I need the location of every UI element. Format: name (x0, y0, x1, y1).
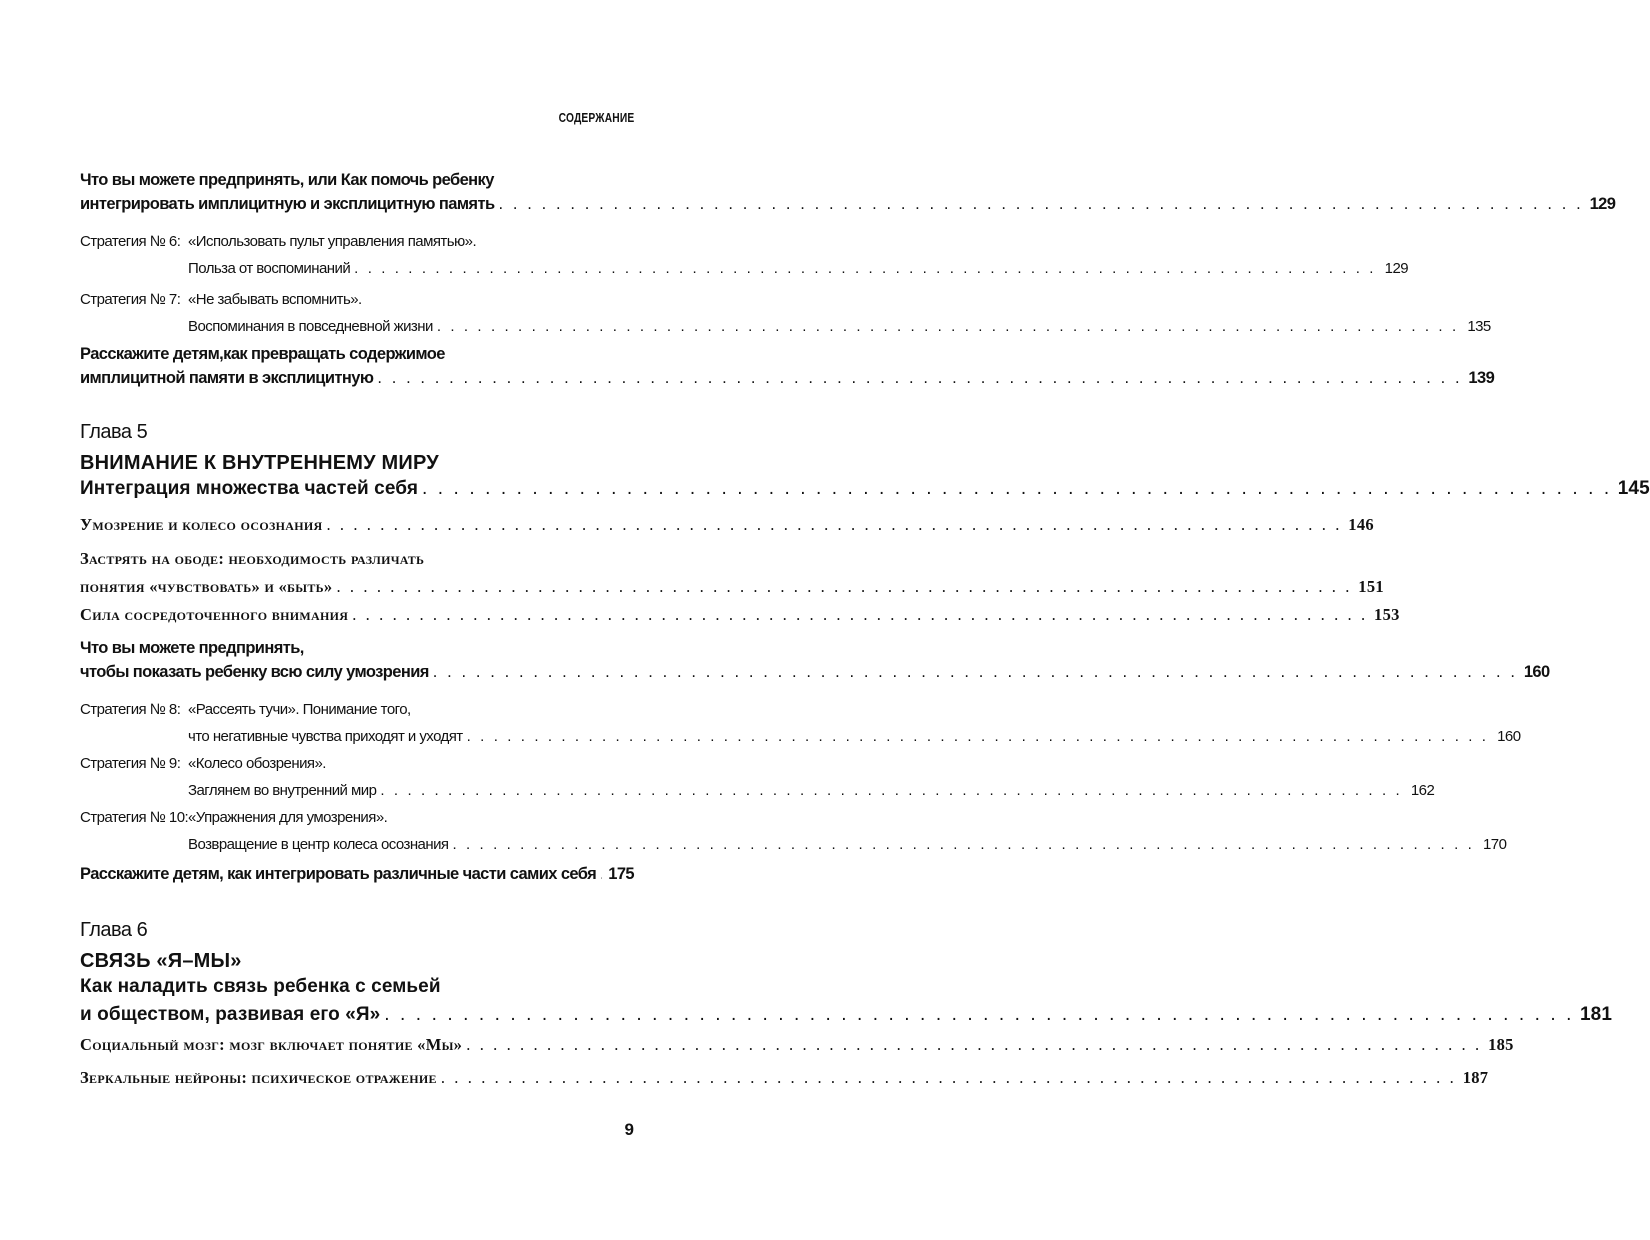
toc-entry[interactable] (80, 342, 1495, 390)
entry-text: Расскажите детям, как интегрировать различные части самих себя (80, 865, 597, 883)
entry-text: Сила сосредоточенного внимания (80, 605, 349, 624)
entry-text: Что вы можете предпринять, или Как помочь ребенку (80, 171, 494, 189)
page-ref: 160 (1497, 728, 1521, 745)
toc-entry-strategy[interactable] (80, 286, 1491, 340)
strategy-label: Стратегия № 10: (80, 809, 189, 826)
chapter-label: Глава 5 (80, 421, 148, 443)
dot-leader: . . . . . . . . . . . . . . . . . . . . . . . . . . . . . . . . . . . . . . . . . . . . . . . . . . . . . . . . . . . . . . . . . . . . . . . . . . . . (466, 728, 1489, 745)
toc-entry[interactable] (80, 168, 1616, 216)
dot-leader (600, 862, 602, 886)
chapter-heading[interactable] (80, 919, 1613, 1029)
dot-leader: . . . . . . . . . . . . . . . . . . . . . . . . . . . . . . . . . . . . . . . . . . . . . . . . . . . . . . . . . . . . . . . . . . . . . . . . . . . . (380, 782, 1403, 799)
page-ref: 170 (1482, 836, 1507, 853)
chapter-subtitle: Интеграция множества частей себя (80, 478, 419, 499)
entry-text: Застрять на ободе: необходимость различать (80, 549, 425, 568)
page-ref: 185 (1488, 1035, 1514, 1054)
page-ref: 129 (1384, 260, 1409, 277)
page-ref: 135 (1467, 318, 1491, 335)
entry-text: что негативные чувства приходят и уходят (188, 728, 463, 745)
dot-leader: . . . . . . . . . . . . . . . . . . . . . . . . . . . . . . . . . . . . . . . . . . . . . . . . . . . . . . . . . . . . . . . . . . . . . . . . . . . . (377, 369, 1463, 387)
dot-leader: . . . . . . . . . . . . . . . . . . . . . . . . . . . . . . . . . . . . . . . . . . . . . . . . . . . . . . . . . . . . . . . . . . . . . . . . . . . . (440, 1068, 1457, 1087)
page-ref: 145 (1617, 478, 1650, 499)
toc-entry-strategy[interactable] (80, 228, 1409, 282)
page-ref: 160 (1523, 663, 1550, 681)
chapter-label: Глава 6 (80, 919, 148, 941)
strategy-label: Стратегия № 8: (80, 701, 181, 718)
entry-text: понятия «чувствовать» и «быть» (80, 577, 333, 596)
entry-text: Социальный мозг: мозг включает понятие «Мы» (80, 1035, 463, 1054)
entry-text: «Не забывать вспомнить». (188, 291, 362, 308)
chapter-title: ВНИМАНИЕ К ВНУТРЕННЕМУ МИРУ (80, 452, 439, 474)
page-ref: 139 (1468, 369, 1495, 387)
strategy-label: Стратегия № 9: (80, 755, 181, 772)
page-ref: 146 (1348, 515, 1374, 534)
dot-leader: . . . . . . . . . . . . . . . . . . . . . . . . . . . . . . . . . . . . . . . . . . . . . . . . . . . . . . . . . . . . . . . . . . . . . . . . . . . . (466, 1035, 1482, 1054)
dot-leader: . . . . . . . . . . . . . . . . . . . . . . . . . . . . . . . . . . . . . . . . . . . . . . . . . . . . . . . . . . . . . . . . . . . . . . . . . . . . (384, 1004, 1574, 1025)
entry-text: Умозрение и колесо осознания (80, 515, 323, 534)
page-ref: 162 (1410, 782, 1435, 799)
entry-text: «Колесо обозрения». (188, 755, 326, 772)
dot-leader: . . . . . . . . . . . . . . . . . . . . . . . . . . . . . . . . . . . . . . . . . . . . . . . . . . . . . . . . . . . . . . . . . . . . . . . . . . . . (352, 605, 1368, 624)
entry-text: Воспоминания в повседневной жизни (188, 318, 433, 335)
toc-entry[interactable] (80, 862, 634, 886)
strategy-label: Стратегия № 7: (80, 291, 181, 308)
entry-text: чтобы показать ребенку всю силу умозрения (80, 663, 429, 681)
page-ref: 175 (608, 865, 634, 883)
entry-text: Зеркальные нейроны: психическое отражение (80, 1068, 437, 1087)
toc-entry-strategy[interactable] (80, 804, 1507, 858)
chapter-heading[interactable] (80, 421, 1650, 503)
entry-text: интегрировать имплицитную и эксплицитную память (80, 195, 495, 213)
entry-text: «Рассеять тучи». Понимание того, (188, 701, 411, 718)
toc-entry[interactable] (80, 511, 1374, 539)
running-head: СОДЕРЖАНИЕ (558, 111, 634, 125)
entry-text: Возвращение в центр колеса осознания (188, 836, 449, 853)
page-ref: 151 (1358, 577, 1384, 596)
dot-leader: . . . . . . . . . . . . . . . . . . . . . . . . . . . . . . . . . . . . . . . . . . . . . . . . . . . . . . . . . . . . . . . . . . . . . . . . . . . . (336, 577, 1352, 596)
entry-text: имплицитной памяти в эксплицитную (80, 369, 374, 387)
chapter-subtitle: Как наладить связь ребенка с семьей (80, 976, 441, 997)
entry-text: «Упражнения для умозрения». (188, 809, 388, 826)
entry-text: Заглянем во внутренний мир (188, 782, 377, 799)
entry-text: Польза от воспоминаний (188, 260, 351, 277)
toc-entry-strategy[interactable] (80, 696, 1521, 750)
page-ref: 187 (1462, 1068, 1489, 1087)
page-ref: 181 (1580, 1004, 1613, 1025)
dot-leader: . . . . . . . . . . . . . . . . . . . . . . . . . . . . . . . . . . . . . . . . . . . . . . . . . . . . . . . . . . . . . . . . . . . . . . . . . . . . (326, 515, 1342, 534)
page-ref: 153 (1374, 605, 1400, 624)
page-ref: 129 (1589, 195, 1616, 213)
toc-entry[interactable] (80, 601, 1400, 629)
entry-text: «Использовать пульт управления памятью». (188, 233, 477, 250)
strategy-label: Стратегия № 6: (80, 233, 181, 250)
toc-entry[interactable] (80, 545, 1384, 601)
dot-leader: . . . . . . . . . . . . . . . . . . . . . . . . . . . . . . . . . . . . . . . . . . . . . . . . . . . . . . . . . . . . . . . . . . . . . . . . . . . . (452, 836, 1475, 853)
dot-leader: . . . . . . . . . . . . . . . . . . . . . . . . . . . . . . . . . . . . . . . . . . . . . . . . . . . . . . . . . . . . . . . . . . . . . . . . . . . . (498, 195, 1584, 213)
toc-entry[interactable] (80, 1031, 1514, 1059)
toc-entry[interactable] (80, 636, 1550, 684)
dot-leader: . . . . . . . . . . . . . . . . . . . . . . . . . . . . . . . . . . . . . . . . . . . . . . . . . . . . . . . . . . . . . . . . . . . . . . . . . . . . (354, 260, 1377, 277)
page-number: 9 (624, 1120, 634, 1139)
toc-entry-strategy[interactable] (80, 750, 1435, 804)
chapter-subtitle: и обществом, развивая его «Я» (80, 1004, 381, 1025)
entry-text: Что вы можете предпринять, (80, 639, 304, 657)
dot-leader: . . . . . . . . . . . . . . . . . . . . . . . . . . . . . . . . . . . . . . . . . . . . . . . . . . . . . . . . . . . . . . . . . . . . . . . . . . . . (422, 478, 1612, 499)
dot-leader: . . . . . . . . . . . . . . . . . . . . . . . . . . . . . . . . . . . . . . . . . . . . . . . . . . . . . . . . . . . . . . . . . . . . . . . . . . . . (432, 663, 1518, 681)
chapter-title: СВЯЗЬ «Я–МЫ» (80, 950, 242, 972)
dot-leader: . . . . . . . . . . . . . . . . . . . . . . . . . . . . . . . . . . . . . . . . . . . . . . . . . . . . . . . . . . . . . . . . . . . . . . . . . . . . (436, 318, 1459, 335)
entry-text: Расскажите детям,как превращать содержимое (80, 345, 445, 363)
toc-entry[interactable] (80, 1064, 1489, 1092)
